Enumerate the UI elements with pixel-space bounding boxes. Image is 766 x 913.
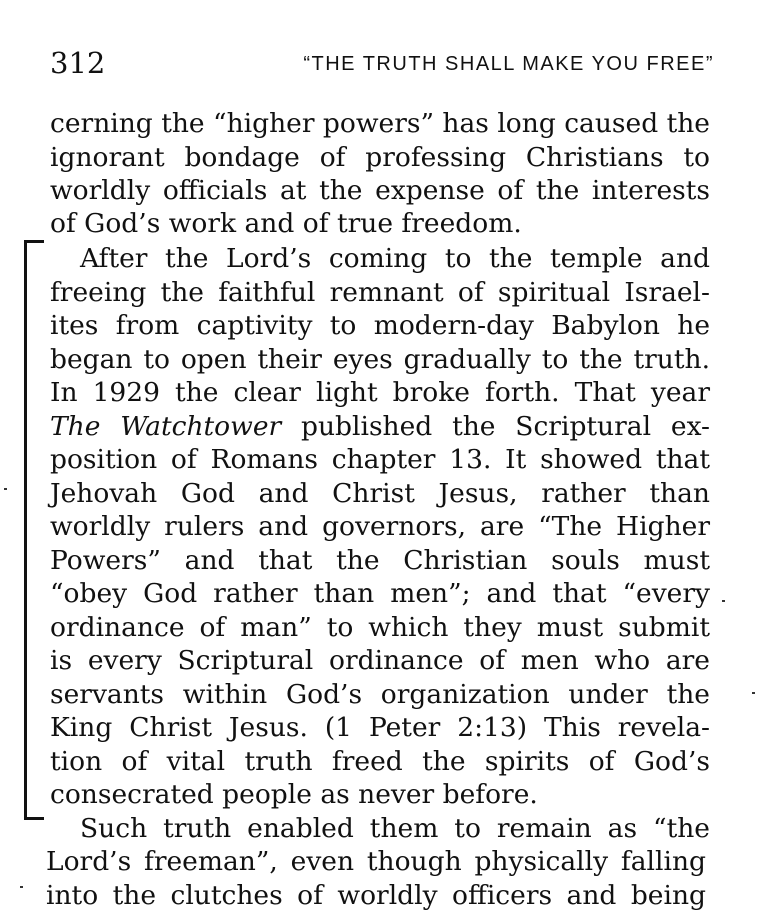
publication-title: The Watchtower	[50, 411, 282, 442]
page-header	[50, 46, 714, 82]
text-line: “obey God rather than men”; and that “every	[50, 578, 710, 609]
text-line: of God’s work and of true freedom.	[50, 208, 522, 239]
text-line: In 1929 the clear light broke forth. That year	[50, 377, 710, 408]
text-line: worldly officials at the expense of the interests	[50, 175, 710, 206]
text-line: servants within God’s organization under the	[50, 679, 710, 710]
text-line: Jehovah God and Christ Jesus, rather than	[50, 478, 710, 509]
page-number: 312	[50, 46, 106, 80]
text-line: Such truth enabled them to remain as “the	[80, 813, 710, 844]
text-line	[50, 410, 710, 444]
text-line: ignorant bondage of professing Christians to	[50, 142, 710, 173]
scan-speck	[4, 488, 7, 490]
margin-bracket	[24, 240, 44, 820]
text-line: freeing the faithful remnant of spiritual Israel-	[50, 277, 710, 308]
text-line: position of Romans chapter 13. It showed that	[50, 444, 710, 475]
text-line: cerning the “higher powers” has long caused the	[50, 108, 710, 139]
text-line: is every Scriptural ordinance of men who are	[50, 645, 710, 676]
text-line: tion of vital truth freed the spirits of God’s	[50, 746, 710, 777]
scan-speck	[20, 886, 23, 888]
text-line: consecrated people as never before.	[50, 779, 538, 810]
text-line: Powers” and that the Christian souls must	[50, 545, 710, 576]
text-line: into the clutches of worldly officers and being	[46, 880, 706, 911]
text-line: Lord’s freeman”, even though physically falling	[46, 846, 706, 877]
text-line: worldly rulers and governors, are “The Higher	[50, 511, 710, 542]
text-span: published the Scriptural ex-	[281, 411, 711, 442]
text-line: ites from captivity to modern-day Babylon he	[50, 310, 710, 341]
scan-speck	[752, 692, 755, 694]
running-title: “THE TRUTH SHALL MAKE YOU FREE”	[303, 53, 714, 75]
text-line: King Christ Jesus. (1 Peter 2:13) This revela-	[50, 712, 710, 743]
text-line: After the Lord’s coming to the temple and	[80, 243, 710, 274]
scan-speck	[722, 600, 725, 602]
text-line: began to open their eyes gradually to the truth.	[50, 344, 710, 375]
text-line: ordinance of man” to which they must submit	[50, 612, 710, 643]
